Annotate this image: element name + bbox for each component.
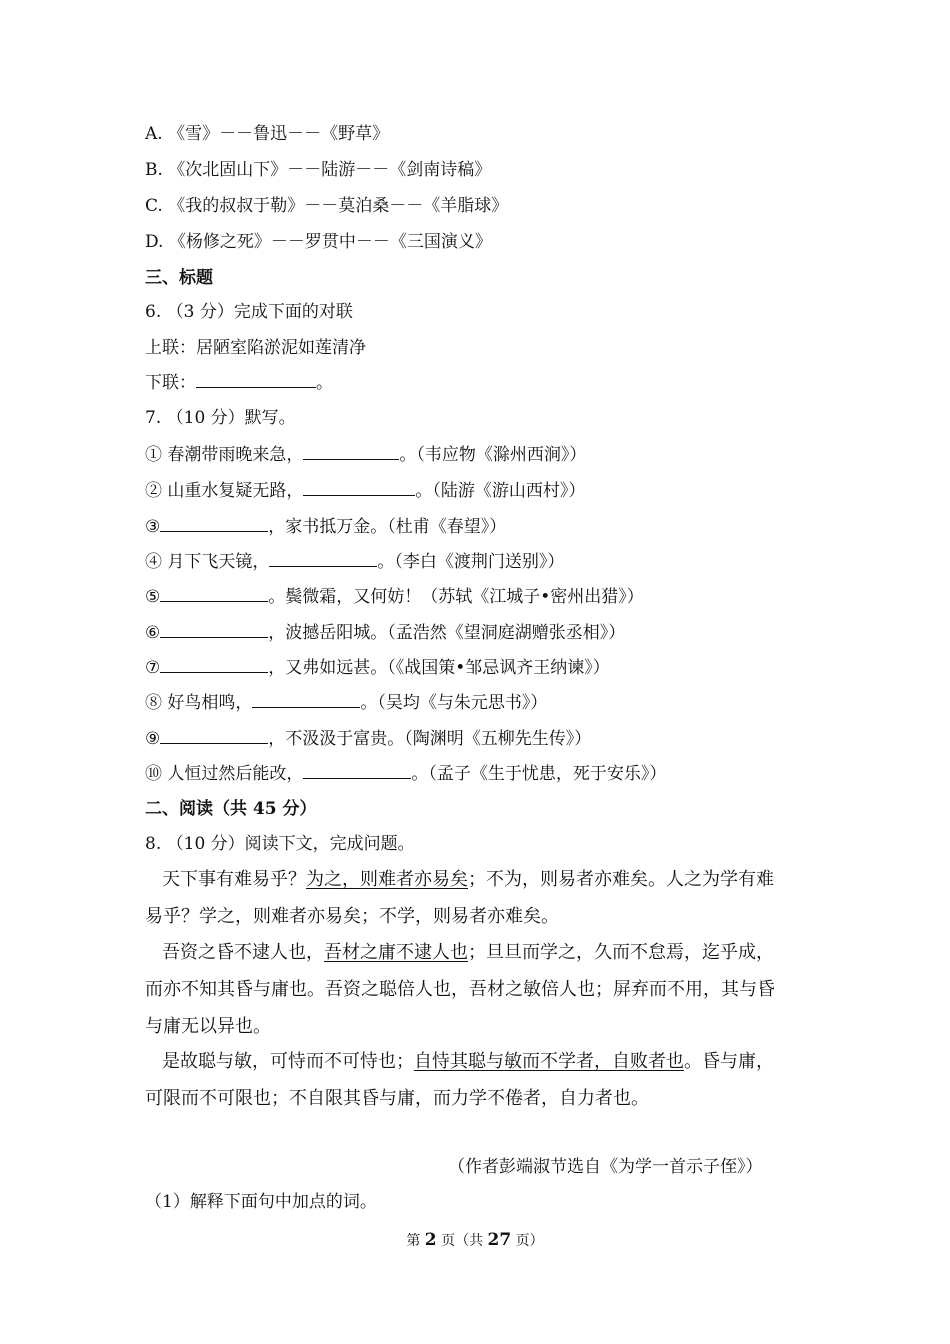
q7-item-1 [145,442,586,467]
q6-lower-blank[interactable] [196,370,316,388]
q6-lower-label: 下联： [145,373,196,393]
option-a: A. 《雪》－－鲁迅－－《野草》 [145,124,390,144]
option-c: C. 《我的叔叔于勒》－－莫泊桑－－《羊脂球》 [145,196,509,216]
q7-item-blank[interactable] [252,690,360,708]
q7-item-2 [145,478,585,503]
q7-item-pre: ⑦ [145,658,161,678]
passage-p3-line1 [162,1050,774,1074]
q7-item-3 [145,514,506,539]
q7-stem: 7. （10 分）默写。 [145,408,296,428]
q7-item-pre: ④ 月下飞天镜， [145,552,270,572]
q7-item-pre: ⑨ [145,729,161,749]
passage-text: ；旦旦而学之，久而不怠焉，迄乎成， [468,942,774,963]
footer-mid: 页（共 [436,1233,488,1249]
passage-underlined: 为之，则难者亦易矣 [306,869,468,890]
q7-item-post: 。鬓微霜，又何妨！（苏轼《江城子•密州出猎》） [268,587,644,607]
q7-item-post: 。（孟子《生于忧患，死于安乐》） [411,764,667,784]
section-title-3: 三、标题 [145,268,213,288]
q7-item-6 [145,620,625,645]
q7-item-post: ，不汲汲于富贵。（陶渊明《五柳先生传》） [268,729,592,749]
passage-p1-line1 [162,868,774,892]
q8-sub1: （1）解释下面句中加点的词。 [145,1192,377,1212]
passage-p3-line2: 可限而不可限也；不自限其昏与庸，而力学不倦者，自力者也。 [145,1088,649,1109]
q7-item-pre: ⑥ [145,623,161,643]
q7-item-post: ，家书抵万金。（杜甫《春望》） [268,517,507,537]
passage-text: 吾资之昏不逮人也， [162,942,324,963]
passage-text: 。昏与庸， [684,1051,774,1072]
passage-p2-line2: 而亦不知其昏与庸也。吾资之聪倍人也，吾材之敏倍人也；屏弃而不用，其与昏 [145,979,775,1000]
q7-item-blank[interactable] [160,514,268,532]
q7-item-blank[interactable] [160,584,268,602]
passage-text: ；不为，则易者亦难矣。人之为学有难 [468,869,774,890]
q7-item-4 [145,549,564,574]
passage-source: （作者彭端淑节选自《为学一首示子侄》） [448,1157,763,1177]
q7-item-blank[interactable] [269,549,377,567]
passage-p1-line2: 易乎？学之，则难者亦易矣；不学，则易者亦难矣。 [145,906,559,927]
page-footer [0,1230,950,1251]
q7-item-pre: ⑤ [145,587,161,607]
q7-item-blank[interactable] [303,478,415,496]
q7-item-blank[interactable] [160,620,268,638]
footer-total: 27 [487,1230,512,1250]
passage-text: 是故聪与敏，可恃而不可恃也； [162,1051,414,1072]
option-b: B. 《次北固山下》－－陆游－－《剑南诗稿》 [145,160,492,180]
q7-item-pre: ③ [145,517,161,537]
footer-page: 2 [424,1230,437,1250]
footer-post: 页） [511,1233,544,1249]
option-d: D. 《杨修之死》－－罗贯中－－《三国演义》 [145,232,492,252]
q7-item-post: 。（吴均《与朱元思书》） [360,693,548,713]
q7-item-pre: ⑧ 好鸟相鸣， [145,693,253,713]
q6-lower [145,370,333,395]
q7-item-9 [145,726,591,751]
passage-underlined: 自恃其聪与敏而不学者，自败者也 [414,1051,684,1072]
q7-item-blank[interactable] [160,655,268,673]
q7-item-pre: ② 山重水复疑无路， [145,481,304,501]
q8-stem: 8. （10 分）阅读下文，完成问题。 [145,834,415,854]
passage-p2-line1 [162,941,774,965]
q7-item-blank[interactable] [160,726,268,744]
passage-underlined: 吾材之庸不逮人也 [324,942,468,963]
footer-pre: 第 [406,1233,425,1249]
q7-item-post: 。（李白《渡荆门送别》） [377,552,565,572]
q6-stem: 6. （3 分）完成下面的对联 [145,302,353,322]
q6-upper: 上联：居陋室陷淤泥如莲清净 [145,338,366,358]
q7-item-7 [145,655,610,680]
q7-item-post: ，波撼岳阳城。（孟浩然《望洞庭湖赠张丞相》） [268,623,626,643]
q7-item-blank[interactable] [303,442,399,460]
q7-item-post: 。（陆游《游山西村》） [415,481,586,501]
q7-item-post: ，又弗如远甚。（《战国策•邹忌讽齐王纳谏》） [268,658,610,678]
passage-text: 天下事有难易乎？ [162,869,306,890]
q7-item-post: 。（韦应物《滁州西涧》） [399,445,587,465]
q7-item-pre: ① 春潮带雨晚来急， [145,445,304,465]
q7-item-blank[interactable] [303,761,411,779]
section-title-2: 二、阅读（共 45 分） [145,799,317,819]
q6-lower-end: 。 [316,373,333,393]
q7-item-pre: ⑩ 人恒过然后能改， [145,764,304,784]
passage-p2-line3: 与庸无以异也。 [145,1016,271,1037]
q7-item-8 [145,690,547,715]
q7-item-5 [145,584,644,609]
q7-item-10 [145,761,666,786]
